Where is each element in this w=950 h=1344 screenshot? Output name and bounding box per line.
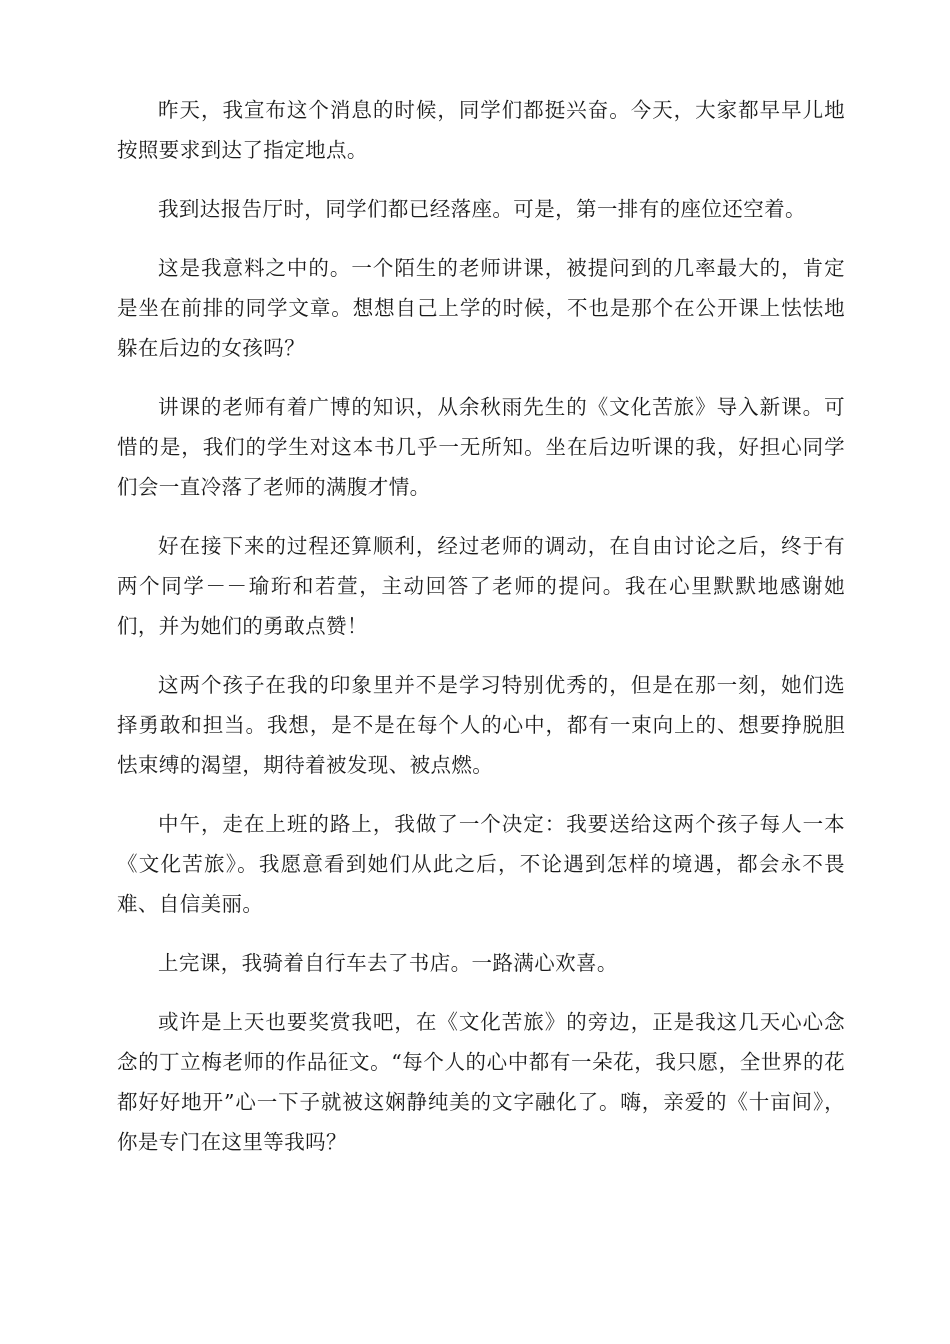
paragraph: 上完课，我骑着自行车去了书店。一路满心欢喜。 [158,951,618,975]
paragraph: 我到达报告厅时，同学们都已经落座。可是，第一排有的座位还空着。 [158,197,806,221]
paragraph: 昨天，我宣布这个消息的时候，同学们都挺兴奋。今天，大家都早早儿地按照要求到达了指定地点。 [117,98,845,162]
paragraph: 好在接下来的过程还算顺利，经过老师的调动，在自由讨论之后，终于有两个同学－－瑜珩和若萱，主动回答了老师的提问。我在心里默默地感谢她们，并为她们的勇敢点赞！ [117,534,845,638]
paragraph: 或许是上天也要奖赏我吧，在《文化苦旅》的旁边，正是我这几天心心念念的丁立梅老师的作品征文。“每个人的心中都有一朵花，我只愿，全世界的花都好好地开”心一下子就被这娴静纯美的文字融化了。嗨，亲爱的《十亩间》，你是专门在这里等我吗？ [117,1010,845,1154]
paragraph: 这是我意料之中的。一个陌生的老师讲课，被提问到的几率最大的，肯定是坐在前排的同学文章。想想自己上学的时候，不也是那个在公开课上怯怯地躲在后边的女孩吗？ [117,256,845,360]
paragraph: 这两个孩子在我的印象里并不是学习特别优秀的，但是在那一刻，她们选择勇敢和担当。我想，是不是在每个人的心中，都有一束向上的、想要挣脱胆怯束缚的渴望，期待着被发现、被点燃。 [117,673,845,777]
paragraph: 讲课的老师有着广博的知识，从余秋雨先生的《文化苦旅》导入新课。可惜的是，我们的学生对这本书几乎一无所知。坐在后边听课的我，好担心同学们会一直冷落了老师的满腹才情。 [117,395,845,499]
paragraph: 中午，走在上班的路上，我做了一个决定：我要送给这两个孩子每人一本《文化苦旅》。我愿意看到她们从此之后，不论遇到怎样的境遇，都会永不畏难、自信美丽。 [117,812,845,916]
document-body [117,90,845,1181]
